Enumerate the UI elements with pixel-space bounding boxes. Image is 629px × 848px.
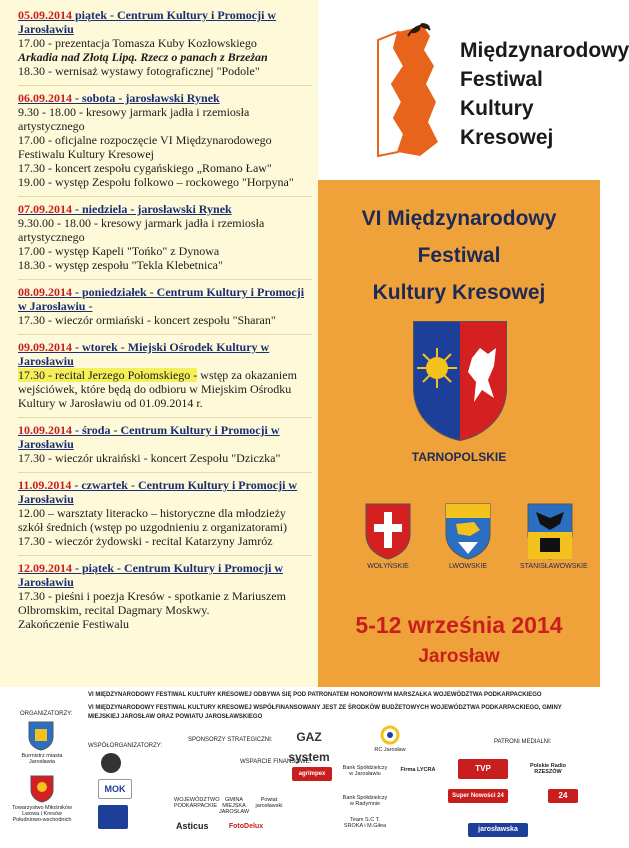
program-date: 05.09.2014 <box>18 8 72 22</box>
wolynskie-crest-icon <box>364 502 412 560</box>
program-day <box>18 202 312 272</box>
asticus-logo: Asticus <box>176 821 209 831</box>
gmina-label: GMINA MIEJSKA JAROSŁAW <box>218 797 250 815</box>
highlighted-entry: 17.30 - recital Jerzego Połomskiego - <box>18 368 198 382</box>
program-day-heading <box>18 285 312 313</box>
nowiny-logo: 24 <box>548 789 578 803</box>
powiat-label: Powiat jarosławski <box>255 797 283 809</box>
program-entry: 9.30.00 - 18.00 - kresowy jarmark jadła i rzemiosła artystycznego <box>18 216 265 244</box>
program-day-title: - środa - Centrum Kultury i Promocji w Jarosławiu <box>18 423 280 451</box>
program-date: 08.09.2014 <box>18 285 72 299</box>
gaz-system-logo: GAZ system <box>274 727 344 747</box>
centrum-kultury-logo-icon <box>98 751 124 775</box>
program-day-heading <box>18 423 312 451</box>
towarzystwo-label: Towarzystwo Miłośników Lwowa i Kresów Południowo-wschodnich <box>12 805 72 823</box>
sponsors-footer <box>0 687 600 848</box>
coorganizer-logo-blue <box>98 805 128 829</box>
program-divider <box>18 330 312 335</box>
team-label: Team S.C T. SROKA i M.Giłea <box>343 817 387 829</box>
program-day-heading <box>18 91 312 105</box>
program-divider <box>18 81 312 86</box>
program-entry: 9.30 - 18.00 - kresowy jarmark jadła i rzemiosła artystycznego <box>18 105 250 133</box>
woj-label: WOJEWÓDZTWO PODKARPACKIE <box>174 797 220 809</box>
program-entry: 17.00 - występ Kapeli "Tońko" z Dynowa <box>18 244 220 258</box>
program-date: 12.09.2014 <box>18 561 72 575</box>
tarnopolskie-label: TARNOPOLSKIE <box>411 450 507 464</box>
program-entry <box>18 368 312 410</box>
agrimpex-logo: agrimpex <box>292 767 332 781</box>
program-divider <box>18 413 312 418</box>
program-list <box>18 8 312 634</box>
program-entry: 17.30 - pieśni i poezja Kresów - spotkanie z Mariuszem Olbromskim, recital Dagmary Moskwy. <box>18 589 286 617</box>
program-entry: 17.00 - prezentacja Tomasza Kuby Kozłowskiego <box>18 36 257 50</box>
program-entry: 17.00 - oficjalne rozpoczęcie VI Międzynarodowego Festiwalu Kultury Kresowej <box>18 133 272 161</box>
tvp-logo: TVP <box>458 759 508 779</box>
program-divider <box>18 275 312 280</box>
program-day <box>18 8 312 78</box>
program-entry: Arkadia nad Złotą Lipą. Rzecz o panach z Brzeżan <box>18 50 268 64</box>
program-day-heading <box>18 478 312 506</box>
program-date: 10.09.2014 <box>18 423 72 437</box>
program-entry: 17.30 - koncert zespołu cygańskiego „Romano Ław" <box>18 161 272 175</box>
bank1-label: Bank Spółdzielczy w Jarosławiu <box>342 765 388 777</box>
towarzystwo-crest-icon <box>30 775 54 803</box>
lwowskie-crest-icon <box>444 502 492 560</box>
program-day <box>18 340 312 410</box>
program-entry: Zakończenie Festiwalu <box>18 617 129 631</box>
program-divider <box>18 192 312 197</box>
sponsors-label: SPONSORZY STRATEGICZNI: <box>188 737 273 743</box>
mok-logo: MOK <box>98 779 132 799</box>
financial-label: WSPARCIE FINANSOWE: <box>240 759 312 765</box>
firma-label: Firma LYCRA <box>400 767 436 773</box>
program-day-heading <box>18 340 312 368</box>
fotodelux-logo: FotoDelux <box>228 823 264 830</box>
program-day <box>18 423 312 465</box>
tarnopolskie-crest-icon <box>410 318 510 443</box>
program-entry: 18.30 - wernisaż wystawy fotograficznej "Podole" <box>18 64 260 78</box>
festival-column <box>318 0 629 687</box>
program-date: 09.09.2014 <box>18 340 72 354</box>
program-date: 11.09.2014 <box>18 478 72 492</box>
program-day <box>18 285 312 327</box>
jaroslawska-logo: jarosławska <box>468 823 528 837</box>
regional-crests <box>348 502 588 582</box>
map-silhouette-icon <box>368 22 448 162</box>
program-divider <box>18 551 312 556</box>
festival-logo <box>318 0 629 180</box>
coorganizers-label: WSPÓŁORGANIZATORZY: <box>88 743 163 749</box>
program-day <box>18 561 312 631</box>
bank2-label: Bank Spółdzielczy w Radymnie <box>342 795 388 807</box>
program-entry: 17.30 - wieczór ormiański - koncert zespołu "Sharan" <box>18 313 276 327</box>
program-day-title: - poniedziałek - Centrum Kultury i Promocji w Jarosławiu - <box>18 285 305 313</box>
program-entry: 17.30 - wieczór żydowski - recital Katarzyny Jamróz <box>18 534 273 548</box>
program-day-title: - czwartek - Centrum Kultury i Promocji w Jarosławiu <box>18 478 298 506</box>
program-day-heading <box>18 8 312 36</box>
program-day-title: piątek - Centrum Kultury i Promocji w Jarosławiu <box>18 8 277 36</box>
program-day-heading <box>18 561 312 589</box>
media-label: PATRONI MEDIALNI: <box>494 739 552 745</box>
patronage-text: VI MIĘDZYNARODOWY FESTIWAL KULTURY KRESOWEJ ODBYWA SIĘ POD PATRONATEM HONOROWYM MARSZAŁKA WOJEWÓDZTWA PODKARPACKIEGO VI MIĘDZYNARODOWY FESTIWAL KULTURY KRESOWEJ WSPÓŁFINANSOWANY JEST ZE ŚRODKÓW BUDŻETOWYCH WOJEWÓDZTWA PODKARPACKIEGO, GMINY MIEJSKIEJ JAROSŁAW ORAZ POWIATU JAROSŁAWSKIEGO <box>88 692 562 720</box>
festival-logo-text: Międzynarodowy Festiwal Kultury Kresowej <box>460 39 629 149</box>
crest-stanislawowskie: STANISŁAWOWSKIE <box>520 502 580 570</box>
program-entry: 17.30 - wieczór ukraiński - koncert Zespołu "Dziczka" <box>18 451 281 465</box>
program-date: 07.09.2014 <box>18 202 72 216</box>
burmistrz-crest-icon <box>28 721 54 751</box>
crest-lwowskie: LWOWSKIE <box>438 502 498 570</box>
program-day <box>18 91 312 189</box>
program-entry: 12.00 – warsztaty literacko – historyczne dla młodzieży szkół średnich (wstęp po uzgodnieniu z organizatorami) <box>18 506 288 534</box>
rotary-wheel-icon <box>380 725 400 745</box>
stanislawowskie-crest-icon <box>526 502 574 560</box>
program-day <box>18 478 312 548</box>
festival-title: VI Międzynarodowy Festiwal Kultury Kresowej <box>361 207 557 304</box>
super-nowosci-logo: Super Nowości 24 <box>448 789 508 803</box>
program-column <box>0 0 318 687</box>
crest-wolynskie: WOŁYŃSKIE <box>358 502 418 570</box>
program-date: 06.09.2014 <box>18 91 72 105</box>
rc-label: RC Jarosław <box>374 747 406 753</box>
program-divider <box>18 468 312 473</box>
program-entry: 18.30 - występ zespołu "Tekla Klebetnica" <box>18 258 223 272</box>
program-day-title: - niedziela - jarosławski Rynek <box>72 202 232 216</box>
polskie-radio-logo: Polskie Radio RZESZÓW <box>529 763 567 775</box>
program-day-title: - sobota - jarosławski Rynek <box>72 91 220 105</box>
organizers-label: ORGANIZATORZY: <box>20 711 73 717</box>
program-day-title: - piątek - Centrum Kultury i Promocji w Jarosławiu <box>18 561 284 589</box>
festival-dates: 5-12 września 2014 <box>355 612 563 638</box>
festival-city: Jarosław <box>418 646 500 667</box>
program-day-title: - wtorek - Miejski Ośrodek Kultury w Jarosławiu <box>18 340 270 368</box>
program-day-heading <box>18 202 312 216</box>
burmistrz-label: Burmistrz miasta Jarosławia <box>21 753 63 765</box>
program-entry: 19.00 - występ Zespołu folkowo – rockowego "Horpyna" <box>18 175 294 189</box>
program-entry-rest: wstęp za okazaniem wejściówek, które będą do odbioru w Miejskim Ośrodku Kultury w Jarosławiu od 01.09.2014 r. <box>18 368 297 410</box>
